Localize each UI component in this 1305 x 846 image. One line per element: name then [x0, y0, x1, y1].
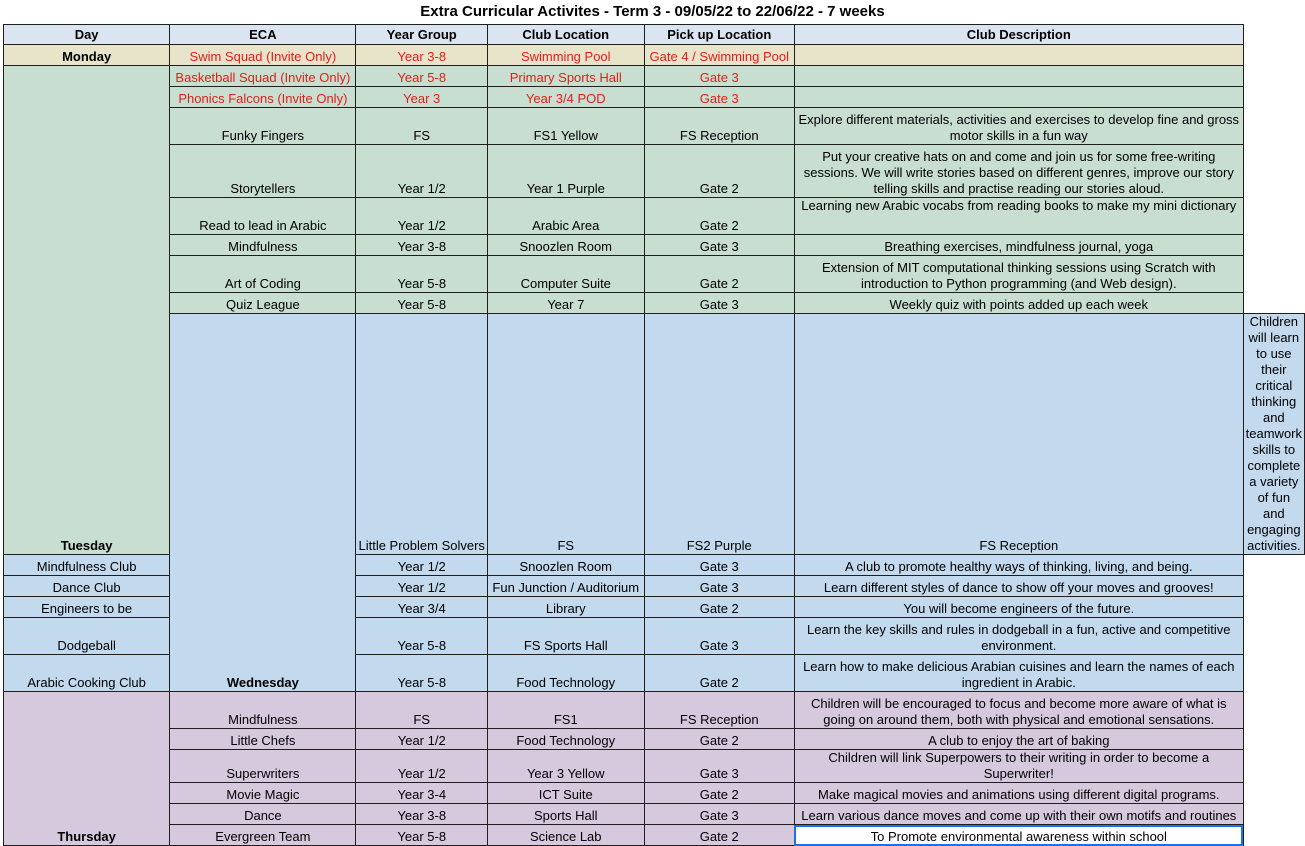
- eca-cell[interactable]: Basketball Squad (Invite Only): [170, 66, 356, 87]
- eca-cell[interactable]: Little Problem Solvers: [356, 314, 487, 555]
- header-club-description[interactable]: Club Description: [794, 25, 1243, 45]
- location-cell[interactable]: Snoozlen Room: [487, 235, 644, 256]
- year-cell[interactable]: Year 1/2: [356, 729, 487, 750]
- eca-cell[interactable]: Engineers to be: [4, 597, 170, 618]
- year-cell[interactable]: Year 5-8: [356, 293, 487, 314]
- year-cell[interactable]: Year 3-8: [356, 45, 487, 66]
- eca-table: [3, 24, 1305, 846]
- location-cell[interactable]: FS1: [487, 692, 644, 729]
- desc-cell[interactable]: Breathing exercises, mindfulness journal, yoga: [794, 235, 1243, 256]
- pickup-cell[interactable]: Gate 2: [644, 729, 794, 750]
- eca-cell[interactable]: Movie Magic: [170, 783, 356, 804]
- eca-cell[interactable]: Arabic Cooking Club: [4, 655, 170, 692]
- pickup-cell[interactable]: Gate 2: [644, 198, 794, 235]
- table-row: [4, 783, 1305, 804]
- year-cell[interactable]: Year 1/2: [356, 198, 487, 235]
- header-day[interactable]: Day: [4, 25, 170, 45]
- location-cell[interactable]: ICT Suite: [487, 783, 644, 804]
- table-row: [4, 314, 1305, 555]
- eca-cell[interactable]: Dodgeball: [4, 618, 170, 655]
- location-cell[interactable]: Year 1 Purple: [487, 145, 644, 198]
- year-cell[interactable]: Year 3-4: [356, 783, 487, 804]
- desc-cell[interactable]: A club to promote healthy ways of thinking, living, and being.: [794, 555, 1243, 576]
- location-cell[interactable]: Science Lab: [487, 825, 644, 846]
- pickup-cell[interactable]: FS Reception: [644, 108, 794, 145]
- pickup-cell[interactable]: Gate 4 / Swimming Pool: [644, 45, 794, 66]
- location-cell[interactable]: FS Sports Hall: [487, 618, 644, 655]
- header-year-group[interactable]: Year Group: [356, 25, 487, 45]
- pickup-cell[interactable]: Gate 2: [644, 783, 794, 804]
- desc-cell[interactable]: Children will learn to use their critical thinking and teamwork skills to complete a variety of fun and engaging activities.: [1243, 314, 1304, 555]
- pickup-cell[interactable]: Gate 2: [644, 256, 794, 293]
- pickup-cell[interactable]: Gate 3: [644, 66, 794, 87]
- header-row: [4, 25, 1305, 45]
- pickup-cell[interactable]: Gate 3: [644, 555, 794, 576]
- desc-cell[interactable]: Explore different materials, activities and exercises to develop fine and gross motor skills in a fun way: [794, 108, 1243, 145]
- day-cell-monday[interactable]: Monday: [4, 45, 170, 66]
- year-cell[interactable]: Year 5-8: [356, 66, 487, 87]
- desc-cell[interactable]: A club to enjoy the art of baking: [794, 729, 1243, 750]
- desc-cell[interactable]: Put your creative hats on and come and join us for some free-writing sessions. We will write stories based on different genres, improve our story telling skills and practise reading our stories aloud.: [794, 145, 1243, 198]
- eca-cell[interactable]: Superwriters: [170, 750, 356, 783]
- year-cell[interactable]: Year 5-8: [356, 655, 487, 692]
- pickup-cell[interactable]: Gate 2: [644, 655, 794, 692]
- pickup-cell[interactable]: Gate 3: [644, 750, 794, 783]
- header-eca[interactable]: ECA: [170, 25, 356, 45]
- table-row: [4, 804, 1305, 825]
- location-cell[interactable]: Library: [487, 597, 644, 618]
- day-cell-tuesday[interactable]: Tuesday: [4, 66, 170, 555]
- year-cell[interactable]: FS: [356, 108, 487, 145]
- location-cell[interactable]: Sports Hall: [487, 804, 644, 825]
- location-cell[interactable]: Year 7: [487, 293, 644, 314]
- location-cell[interactable]: Food Technology: [487, 655, 644, 692]
- year-cell[interactable]: Year 3: [356, 87, 487, 108]
- eca-cell[interactable]: Quiz League: [170, 293, 356, 314]
- desc-cell[interactable]: Learn different styles of dance to show off your moves and grooves!: [794, 576, 1243, 597]
- location-cell[interactable]: Food Technology: [487, 729, 644, 750]
- year-cell[interactable]: Year 1/2: [356, 750, 487, 783]
- year-cell[interactable]: Year 5-8: [356, 256, 487, 293]
- pickup-cell[interactable]: FS Reception: [794, 314, 1243, 555]
- eca-cell[interactable]: Funky Fingers: [170, 108, 356, 145]
- desc-cell[interactable]: Make magical movies and animations using different digital programs.: [794, 783, 1243, 804]
- pickup-cell[interactable]: Gate 3: [644, 804, 794, 825]
- eca-cell[interactable]: Evergreen Team: [170, 825, 356, 846]
- eca-cell[interactable]: Phonics Falcons (Invite Only): [170, 87, 356, 108]
- location-cell[interactable]: Fun Junction / Auditorium: [487, 576, 644, 597]
- desc-cell[interactable]: [794, 45, 1243, 66]
- pickup-cell[interactable]: Gate 3: [644, 576, 794, 597]
- pickup-cell[interactable]: Gate 3: [644, 235, 794, 256]
- eca-cell[interactable]: Mindfulness Club: [4, 555, 170, 576]
- pickup-cell[interactable]: Gate 3: [644, 87, 794, 108]
- desc-cell[interactable]: Children will be encouraged to focus and become more aware of what is going on around them, both with physical and emotional sensations.: [794, 692, 1243, 729]
- year-cell[interactable]: Year 3-8: [356, 235, 487, 256]
- table-row: [4, 729, 1305, 750]
- location-cell[interactable]: Computer Suite: [487, 256, 644, 293]
- eca-cell[interactable]: Dance: [170, 804, 356, 825]
- day-cell-wednesday[interactable]: Wednesday: [170, 314, 356, 692]
- table-row: [4, 293, 1305, 314]
- eca-cell[interactable]: Dance Club: [4, 576, 170, 597]
- eca-cell[interactable]: Read to lead in Arabic: [170, 198, 356, 235]
- year-cell[interactable]: Year 5-8: [356, 825, 487, 846]
- year-cell[interactable]: Year 3-8: [356, 804, 487, 825]
- table-row: [4, 45, 1305, 66]
- pickup-cell[interactable]: Gate 2: [644, 145, 794, 198]
- eca-cell[interactable]: Storytellers: [170, 145, 356, 198]
- table-row: [4, 145, 1305, 198]
- desc-cell[interactable]: Children will link Superpowers to their writing in order to become a Superwriter!: [794, 750, 1243, 783]
- desc-cell[interactable]: Learning new Arabic vocabs from reading books to make my mini dictionary: [794, 198, 1243, 235]
- desc-cell[interactable]: Weekly quiz with points added up each week: [794, 293, 1243, 314]
- location-cell[interactable]: Year 3 Yellow: [487, 750, 644, 783]
- desc-cell-selected[interactable]: To Promote environmental awareness within school: [794, 825, 1243, 846]
- pickup-cell[interactable]: Gate 3: [644, 293, 794, 314]
- table-row: [4, 750, 1305, 783]
- eca-cell[interactable]: Little Chefs: [170, 729, 356, 750]
- pickup-cell[interactable]: Gate 2: [644, 597, 794, 618]
- table-row: [4, 825, 1305, 846]
- year-cell[interactable]: Year 1/2: [356, 555, 487, 576]
- table-row: [4, 108, 1305, 145]
- location-cell[interactable]: FS1 Yellow: [487, 108, 644, 145]
- table-row: [4, 87, 1305, 108]
- pickup-cell[interactable]: Gate 2: [644, 825, 794, 846]
- location-cell[interactable]: FS2 Purple: [644, 314, 794, 555]
- header-club-location[interactable]: Club Location: [487, 25, 644, 45]
- pickup-cell[interactable]: Gate 3: [644, 618, 794, 655]
- eca-cell[interactable]: Mindfulness: [170, 692, 356, 729]
- year-cell[interactable]: Year 1/2: [356, 145, 487, 198]
- pickup-cell[interactable]: FS Reception: [644, 692, 794, 729]
- desc-cell[interactable]: Learn the key skills and rules in dodgeball in a fun, active and competitive environment.: [794, 618, 1243, 655]
- year-cell[interactable]: FS: [356, 692, 487, 729]
- desc-cell[interactable]: You will become engineers of the future.: [794, 597, 1243, 618]
- year-cell[interactable]: Year 5-8: [356, 618, 487, 655]
- sheet-title[interactable]: Extra Curricular Activites - Term 3 - 09/05/22 to 22/06/22 - 7 weeks: [420, 3, 885, 20]
- location-cell[interactable]: Primary Sports Hall: [487, 66, 644, 87]
- location-cell[interactable]: Arabic Area: [487, 198, 644, 235]
- desc-cell[interactable]: Learn various dance moves and come up with their own motifs and routines: [794, 804, 1243, 825]
- table-row: [4, 256, 1305, 293]
- desc-cell[interactable]: Learn how to make delicious Arabian cuisines and learn the names of each ingredient in Arabic.: [794, 655, 1243, 692]
- year-cell[interactable]: Year 3/4: [356, 597, 487, 618]
- table-row: [4, 692, 1305, 729]
- table-row: [4, 235, 1305, 256]
- desc-cell[interactable]: Extension of MIT computational thinking sessions using Scratch with introduction to Python programming (and Web design).: [794, 256, 1243, 293]
- location-cell[interactable]: Snoozlen Room: [487, 555, 644, 576]
- eca-cell[interactable]: Mindfulness: [170, 235, 356, 256]
- header-pickup-location[interactable]: Pick up Location: [644, 25, 794, 45]
- location-cell[interactable]: Swimming Pool: [487, 45, 644, 66]
- year-cell[interactable]: FS: [487, 314, 644, 555]
- table-row: [4, 198, 1305, 235]
- day-cell-thursday[interactable]: Thursday: [4, 692, 170, 846]
- desc-cell[interactable]: [794, 87, 1243, 108]
- location-cell[interactable]: Year 3/4 POD: [487, 87, 644, 108]
- eca-cell[interactable]: Swim Squad (Invite Only): [170, 45, 356, 66]
- year-cell[interactable]: Year 1/2: [356, 576, 487, 597]
- table-row: [4, 66, 1305, 87]
- eca-cell[interactable]: Art of Coding: [170, 256, 356, 293]
- desc-cell[interactable]: [794, 66, 1243, 87]
